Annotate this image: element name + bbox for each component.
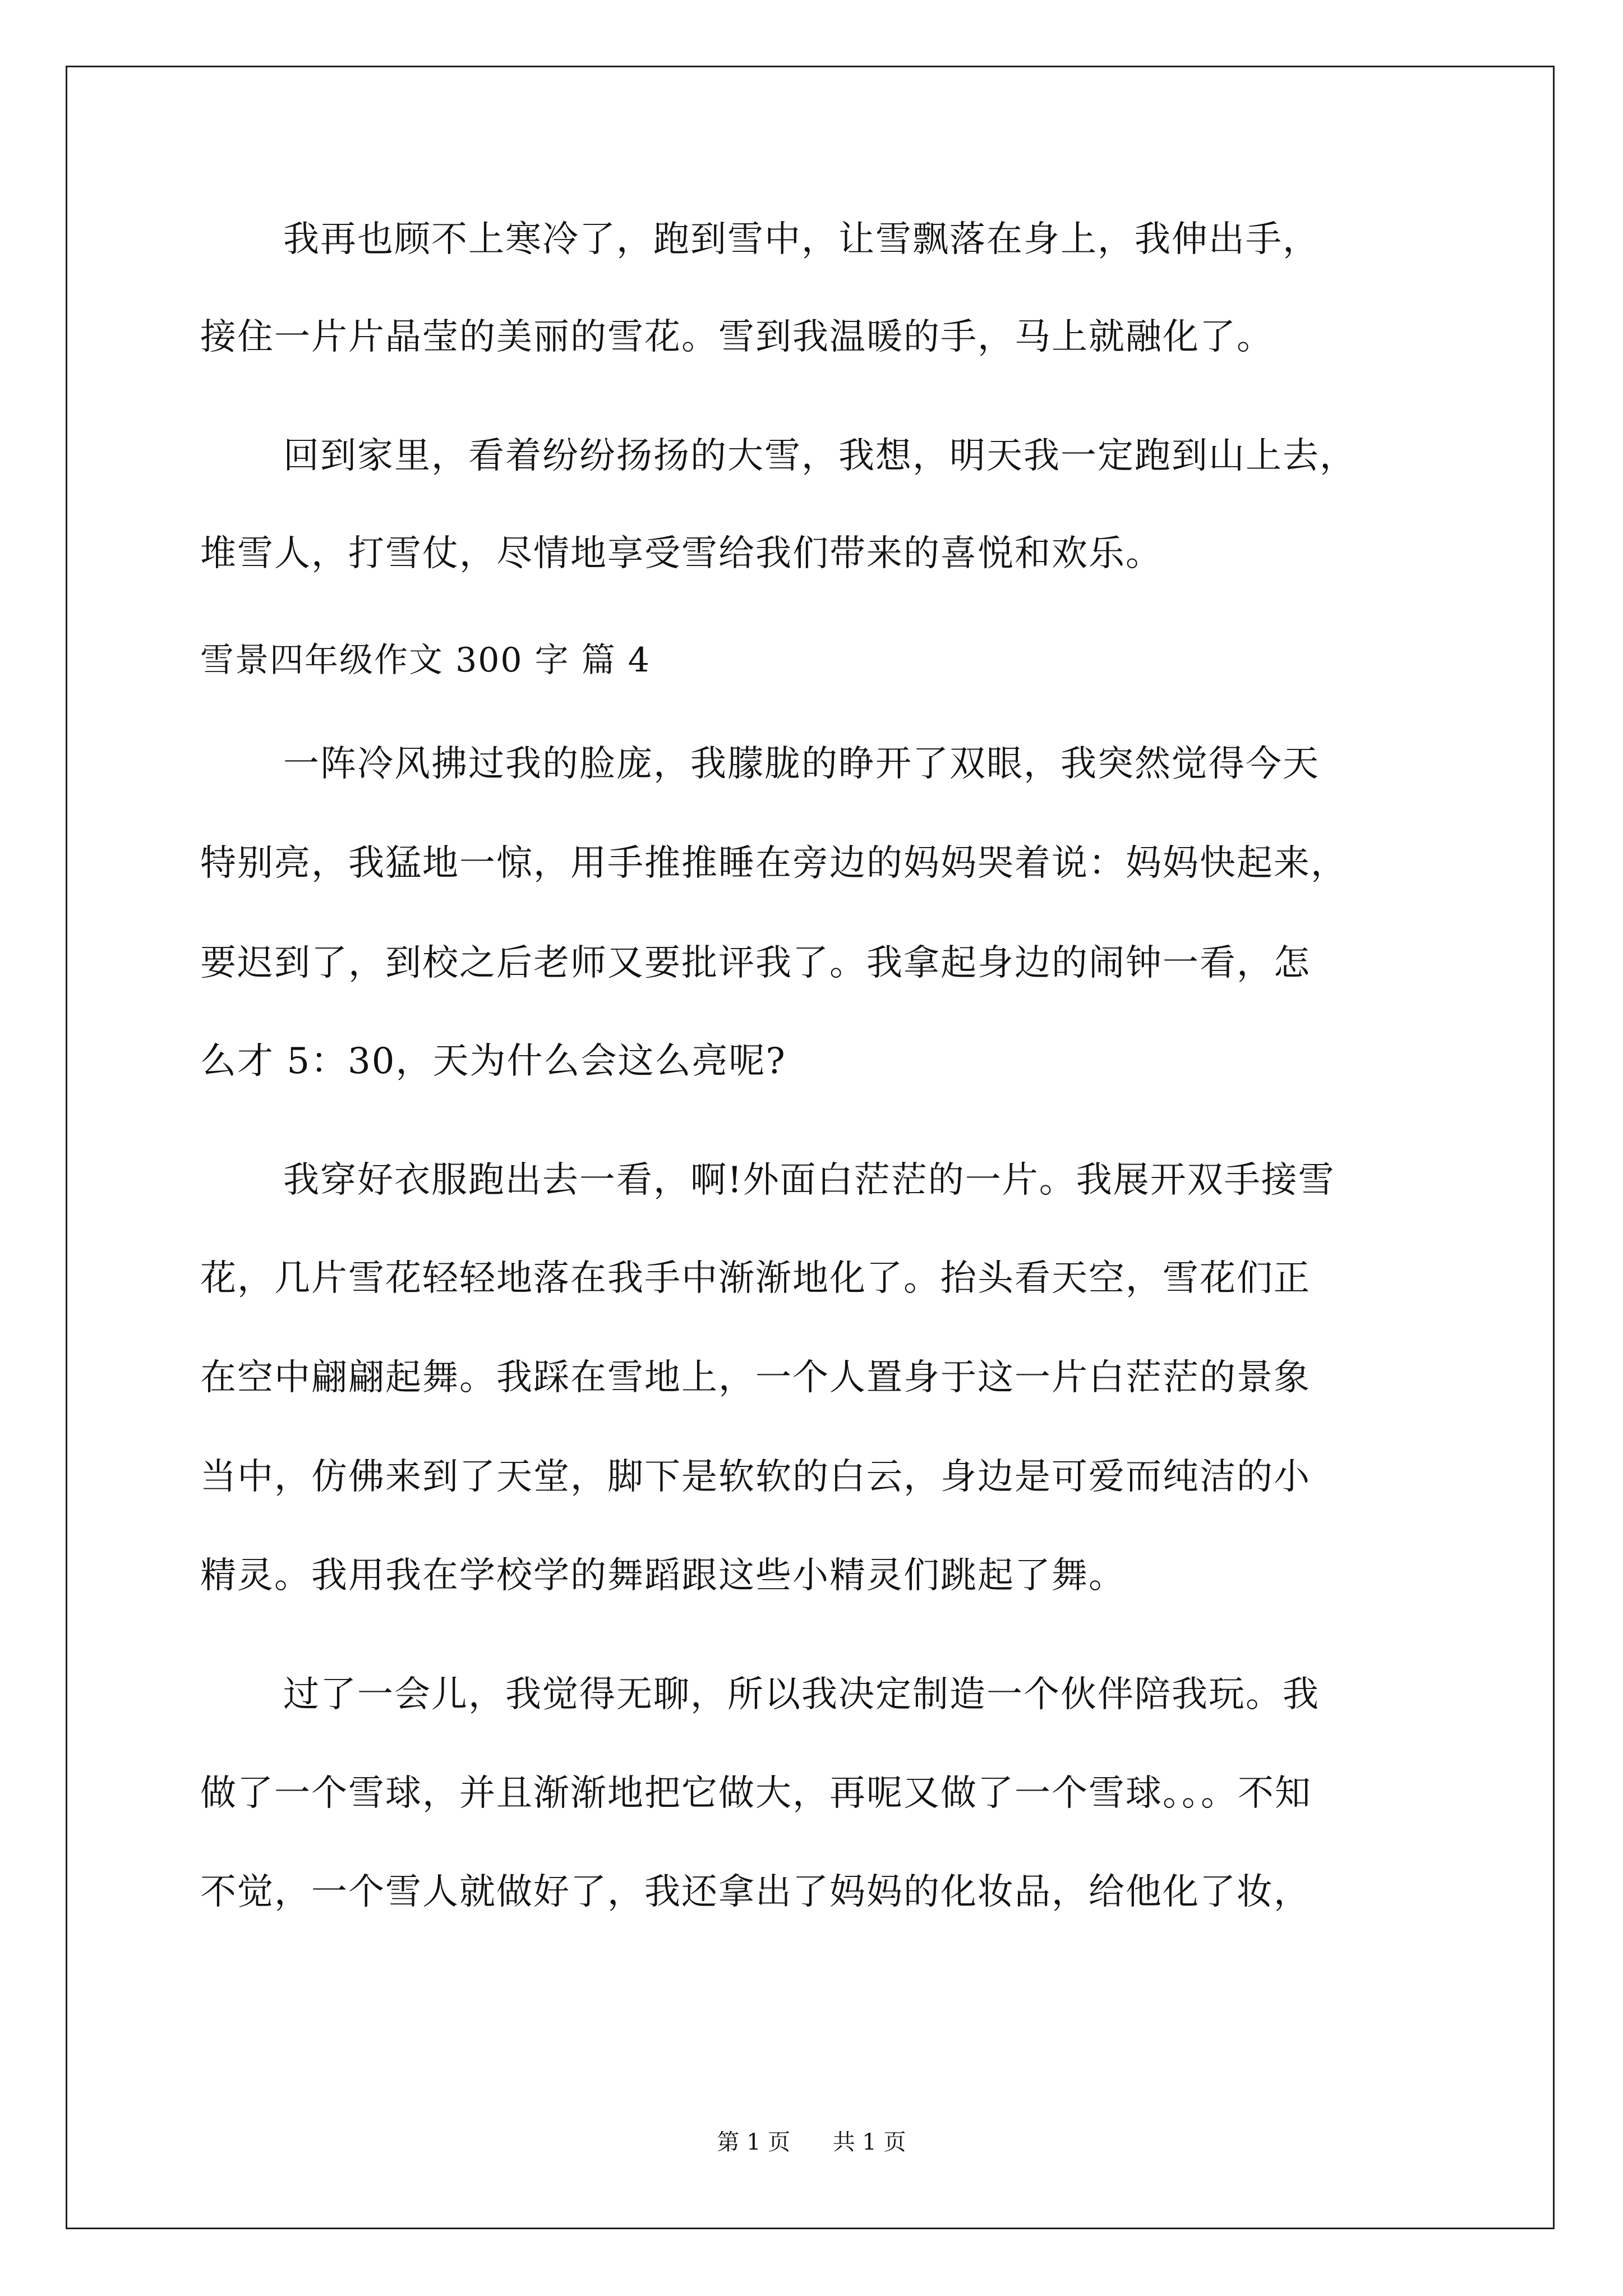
- paragraph-line: 过了一会儿，我觉得无聊，所以我决定制造一个伙伴陪我玩。我: [283, 1674, 1320, 1715]
- paragraph-line: 我穿好衣服跑出去一看，啊!外面白茫茫的一片。我展开双手接雪: [283, 1159, 1335, 1201]
- page-footer: [0, 2128, 1623, 2156]
- paragraph-line: 特别亮，我猛地一惊，用手推推睡在旁边的妈妈哭着说：妈妈快起来，: [200, 843, 1348, 884]
- section-heading: 雪景四年级作文 300 字 篇 4: [200, 641, 651, 680]
- paragraph-line: 当中，仿佛来到了天堂，脚下是软软的白云，身边是可爱而纯洁的小: [200, 1456, 1311, 1498]
- page-total: 共 1 页: [832, 2129, 906, 2155]
- paragraph-line: 一阵冷风拂过我的脸庞，我朦胧的睁开了双眼，我突然觉得今天: [283, 743, 1320, 785]
- paragraph-line: 做了一个雪球，并且渐渐地把它做大，再呢又做了一个雪球。。。不知: [200, 1773, 1312, 1814]
- paragraph-line: 花，几片雪花轻轻地落在我手中渐渐地化了。抬头看天空，雪花们正: [200, 1258, 1311, 1299]
- paragraph-line: 回到家里，看着纷纷扬扬的大雪，我想，明天我一定跑到山上去，: [283, 435, 1357, 477]
- page-number: 第 1 页: [717, 2129, 791, 2155]
- paragraph-line: 我再也顾不上寒冷了，跑到雪中，让雪飘落在身上，我伸出手，: [283, 219, 1320, 260]
- paragraph-line: 么才 5：30，天为什么会这么亮呢?: [200, 1041, 786, 1082]
- paragraph-line: 要迟到了，到校之后老师又要批评我了。我拿起身边的闹钟一看，怎: [200, 942, 1311, 984]
- paragraph-line: 接住一片片晶莹的美丽的雪花。雪到我温暖的手，马上就融化了。: [200, 316, 1274, 358]
- paragraph-line: 不觉，一个雪人就做好了，我还拿出了妈妈的化妆品，给他化了妆，: [200, 1871, 1311, 1913]
- paragraph-line: 精灵。我用我在学校学的舞蹈跟这些小精灵们跳起了舞。: [200, 1555, 1126, 1596]
- paragraph-line: 在空中翩翩起舞。我踩在雪地上，一个人置身于这一片白茫茫的景象: [200, 1357, 1311, 1398]
- paragraph-line: 堆雪人，打雪仗，尽情地享受雪给我们带来的喜悦和欢乐。: [200, 533, 1163, 574]
